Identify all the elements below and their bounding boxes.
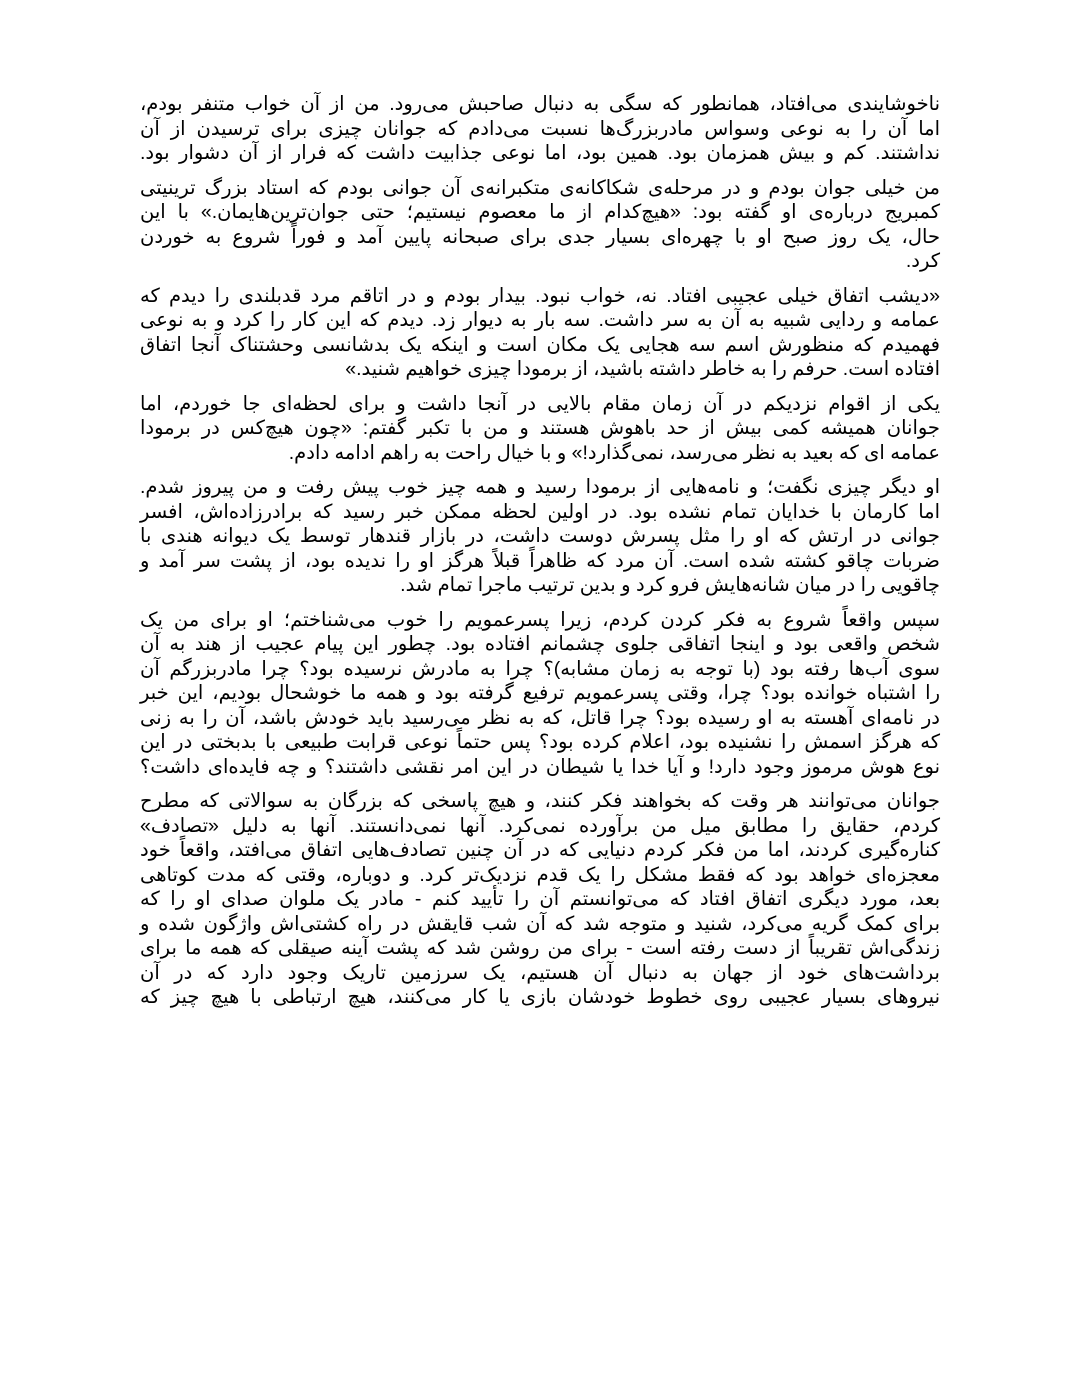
text-line: عمامه ای که بعید به نظر می‌رسد، نمی‌گذارد!» و با خیال راحت به راهم ادامه دادم. [288,441,940,464]
text-line: کرد. [905,250,940,272]
paragraph-2 [140,176,940,274]
text-line: او دیگر چیزی نگفت؛ و نامه‌هایی از برمودا رسید و همه چیز خوب پیش رفت و من پیروز شدم. [140,476,940,498]
text-line: اما کارمان با خدایان تمام نشده بود. در اولین لحظه ممکن خبر رسید که برادرزاده‌اش، افسر [140,500,940,523]
text-line: جوانان می‌توانند هر وقت که بخواهند فکر کنند، و هیچ پاسخی که بزرگان به سوالاتی که مطرح [140,790,940,812]
text-line: جوانان همیشه کمی بیش از حد باهوش هستند و من با تکبر گفتم: «چون هیچ‌کس در برمودا [140,417,940,439]
text-line: چاقویی را در میان شانه‌هایش فرو کرد و بدین ترتیب ماجرا تمام شد. [400,574,940,596]
text-line: ضربات چاقو کشته شده است. آن مرد که ظاهراً قبلاً هرگز او را ندیده بود، از پشت سر آمد و [140,549,940,572]
text-line: من خیلی جوان بودم و در مرحله‌ی شکاکانه‌ی متکبرانه‌ی آن جوانی بودم که استاد بزرگ ترینیتی [140,176,940,199]
text-line: سوی آب‌ها رفته بود (با توجه به زمان مشابه)؟ چرا به مادرش نرسیده بود؟ چرا مادربزرگم آن [140,657,940,680]
text-line: نداشتند. کم و بیش همزمان بود. همین بود، اما نوعی جذابیت داشت که فرار از آن دشوار بود. [140,142,940,164]
text-line: زندگی‌اش تقریباً از دست رفته است - برای من روشن شد که پشت آینه صیقلی که همه ما برای [140,937,940,959]
text-line: برای کمک گریه می‌کرد، شنید و متوجه شد که آن شب قایقش در راه کشتی‌اش واژگون شده و [140,912,940,935]
text-line: عمامه و ردایی شبیه به آن به سر داشت. سه بار به دیوار زد. دیدم که این کار را کرد و به نوعی [140,309,940,331]
text-line: فهمیدم که منظورش اسم سه هجایی یک مکان است و اینکه یک بدشانسی وحشتناک آنجا اتفاق [140,333,940,356]
text-line: در نامه‌ای آهسته به او رسیده بود؟ چرا قاتل، که به نظر می‌رسید باید خودش باشد، آن را به زنی [140,706,940,729]
text-line: سپس واقعاً شروع به فکر کردن کردم، زیرا پسرعمویم را خوب می‌شناختم؛ او برای من یک [140,608,940,631]
text-line: شخص واقعی بود و اینجا اتفاقی جلوی چشمانم افتاده بود. چطور این پیام عجیب از هند به آن [140,633,940,655]
document-page [140,92,940,1020]
text-line: را اشتباه خوانده بود؟ چرا، وقتی پسرعمویم ترفیع گرفته بود و همه ما خوشحال بودیم، این خبر [140,682,940,704]
text-line: برداشت‌های خود از جهان به دنبال آن هستیم، یک سرزمین تاریک وجود دارد که در آن [140,961,940,984]
text-line: اما آن را به نوعی وسواس مادربزرگ‌ها نسبت می‌دادم که جوانان چیزی برای ترسیدن از آن [140,117,940,140]
paragraph-6 [140,608,940,780]
text-line: نیروهای بسیار عجیبی روی خطوط خودشان بازی یا کار می‌کنند، هیچ ارتباطی با هیچ چیز که [140,986,940,1008]
paragraph-3 [140,284,940,382]
text-line: ناخوشایندی می‌افتاد، همانطور که سگی به دنبال صاحبش می‌رود. من از آن خواب متنفر بودم، [140,93,940,115]
text-line: معجزه‌ای خواهد بود که فقط مشکل را یک قدم نزدیک‌تر کرد. و دوباره، وقتی که مدت کوتاهی [140,863,940,886]
paragraph-5 [140,475,940,598]
paragraph-1 [140,92,940,166]
text-line: حال، یک روز صبح او با چهره‌ای بسیار جدی برای صبحانه پایین آمد و فوراً شروع به خوردن [140,225,940,248]
paragraph-7 [140,789,940,1010]
text-line: بعد، مورد دیگری اتفاق افتاد که می‌توانستم آن را تأیید کنم - مادر یک ملوان صدای او را که [140,888,940,910]
text-line: یکی از اقوام نزدیکم در آن زمان مقام بالایی در آنجا داشت و برای لحظه‌ای جا خوردم، اما [140,392,940,415]
text-line: «دیشب اتفاق خیلی عجیبی افتاد. نه، خواب نبود. بیدار بودم و در اتاقم مرد قدبلندی را دیدم که [140,284,940,307]
text-line: کناره‌گیری کردند، اما من فکر کردم دنیایی که در آن چنین تصادف‌هایی اتفاق می‌افتد، واقعاً خود [140,839,940,861]
text-line: افتاده است. حرفم را به خاطر داشته باشید، از برمودا چیزی خواهیم شنید.» [345,358,940,380]
paragraph-4 [140,392,940,466]
text-line: کمبریج درباره‌ی او گفته بود: «هیچ‌کدام از ما معصوم نیستیم؛ حتی جوان‌ترین‌هایمان.» با این [140,201,940,223]
text-line: کردم، حقایق را مطابق میل من برآورده نمی‌کرد. آنها نمی‌دانستند. آنها به دلیل «تصادف» [140,814,940,837]
text-line: که هرگز اسمش را نشنیده بود، اعلام کرده بود؟ پس حتماً نوعی قرابت طبیعی با بدبختی در این [140,731,940,753]
text-line: نوع هوش مرموز وجود دارد! و آیا خدا یا شیطان در این امر نقشی داشتند؟ و چه فایده‌ای داشت؟ [140,755,940,778]
text-line: جوانی در ارتش که او را مثل پسرش دوست داشت، در بازار قندهار توسط یک دیوانه هندی با [140,525,940,547]
